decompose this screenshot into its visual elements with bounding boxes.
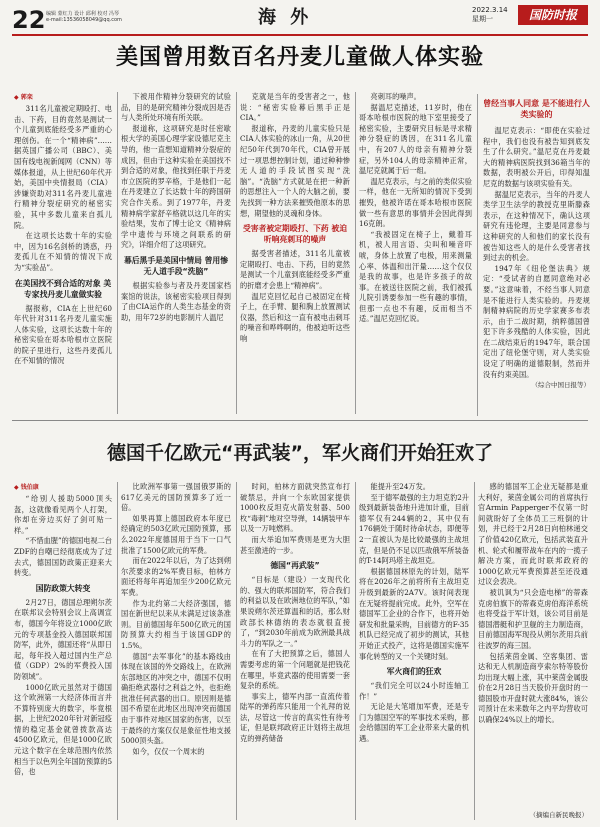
paragraph: 报道称，这项研究是时任密歇根大学的美国心理学家设德尼克主导的，他一直想知道精神分裂症的成因，但由于这种实验在美国找不到合适的对象，他找到任职于丹麦市立医院的罗辛格，于是他们一起在丹麦建立了长达数十年的跨国研究合作关系。到了1977年，丹麦精神病学家舒辛格就以这几年的实验结果，发布了博士论文《精神病学中遗传与环境之间联系的研究》，详细介绍了这项研究。 [121,123,231,250]
column-divider [117,92,118,414]
column-divider [236,92,237,414]
story2-column-1 [14,494,112,820]
column-divider [236,482,237,820]
column-divider [117,482,118,820]
paragraph: 至于德军最强的主力坦克豹2升级到最新装备地升进加计重，目前德军仅有244辆的2，其中仅有176辆处于随时待命状态，即便等2一直被认为是比较最强的主战坦克，但是仍不足以匹敌俄军所装备的T-14阿玛塔主战坦克。 [359,492,469,566]
story2-column-5 [478,482,588,820]
paragraph: 报道称，丹麦的儿童实验只是CIA人体实验的冰山一角，从20世纪50年代到70年代，CIA曾开展过一项思想控制计划，通过种种惨无人道的手段试图实现“洗脑”。“洗脑”方式就是在把一种新的思想注入一个人的大脑之前，要先找到一种方法来摧毁他原本的思想，期望他的灵魂和身体。 [240,123,350,218]
date-text: 2022.3.14 [472,6,508,14]
story1-column-4 [359,92,472,414]
paragraph: “我被固定在椅子上，戴着耳机，被人用言语、尖叫和噪音吓唬，身体上放置了电极，用来测量心率、体温和出汗量……这个仅仅是我的故事，也是许多孩子的故事。在被送往医院之前，我们被孤儿院引诱要参加一些有趣的事情，但那一点也不有趣，反而相当不适。”温尼克回忆说。 [359,229,472,324]
paragraph: 1947年《纽伦堡法典》规定：“受试者的自愿同意绝对必要。”这意味着，不经当事人同意是不能进行人类实验的。丹麦规制精神病院的历史学家赛多布表示，由于二战时期，纳粹德国曾犯下许多残酷的人体实验，因此在二战结束后的1947年，联合国定出了纽伦堡守则，对人类实验设定了明确的道德限制，然而并没有约束美国。 [483,263,590,379]
paragraph: 作为北约第二大经济强国，德国在新世纪以来从未满足过该条准则。目前德国每年500亿欧元的国防预算大约相当于该国GDP的1.5%。 [121,598,231,650]
paragraph: 据温尼克描述，11岁时，他在哥本哈根市医院的地下室里接受了秘密实验，主要研究目标是寻求精神分裂症的诱因，在311名儿童中，有207人的母亲有精神分裂症，另外104人的母亲精神正常，温尼克就属于后一组。 [359,102,472,176]
story1-byline [14,92,33,101]
paragraph: 被讥讽为“只会造电梯”的蒂森克虏伯旗下的蒂森克虏伯海洋系统也将受益于军计划，该公司目前是德国潜艇和护卫舰的主力制造商，目前德国海军现役从朔尔茨用兵前往波罗的海三国。 [478,587,588,650]
column-divider [355,482,356,820]
story2-column-3 [240,482,350,820]
column-divider [474,482,475,820]
story1-subheading-3: 受害者被定期殴打、下药 被迫听响亮刺耳的噪声 [242,224,348,245]
paragraph: 温尼克表示：“即使在实验过程中，我们也没有被告知到底发生了什么研究。”温尼克在丹麦最大的精神病医院找到36箱当年的数据，表明被公开后，印得知温尼克的数据与该项实验有关。 [483,126,590,188]
story1-column-2 [121,92,231,414]
story2-byline [14,482,39,491]
paragraph: 而在2022年以后，为了达到朔尔茨要求的2%军费目标，柏林方面还将每年再追加至少200亿欧元军费。 [121,556,231,597]
paragraph: 下被用作精神分裂研究的试验品，目的是研究精神分裂成因是否与人类所处环境有所关联。 [121,92,231,123]
section-title: 海 外 [258,7,313,28]
story2-headline: 德国千亿欧元“再武装”，军火商们开始狂欢了 [107,442,493,464]
story2-column-4 [359,482,469,820]
paragraph: “目标是（建设）一支现代化的、强大的联邦国防军，符合我们的利益以及在欧洲地位的军队，”如果说朔尔茨还算温和的话，那么财政部长林德纳的表态就很直接了，“到2030年前成为欧洲最具战斗力的军队之一。” [240,575,350,648]
paragraph: 比欧洲军事第一强国俄罗斯的617亿美元的国防预算多了近一倍。 [121,482,231,513]
paragraph: 包括莱茵金属、空客集团、雷达和无人机制造商亨索尔特等股份均出现大幅上涨，其中莱茵金属股价在2月28日当天股价开盘时的一德国股市开盘时就大涨84%，该公司预计在未来数年之内平均营收可以确保24%以上的增长。 [478,651,588,725]
story2-column-2 [121,482,231,820]
byline-icon: ◆ [14,94,21,101]
paragraph: 1000亿欧元虽然对于德国这个欧洲第一大经济体而言并不算特别庞大的数字，毕竟根据，上世纪2020年针对新冠疫情的稳定基金就曾拨款高达4500亿欧元，但是1000亿欧元这个数字在全球范围内依然相当于以色列全年国防预算的5倍，也 [14,682,112,777]
paragraph: 据温尼克表示，当年的丹麦人类学卫生法学的教授克里斯滕森表示，在这种情况下，确认这项研究有违伦理，主要是同意参与这种研究的人和他们的家长没有被告知这些人的是什么受害者找到过去的机会。 [483,189,590,263]
paragraph: 据报称，CIA在上世纪60年代针对311名丹麦儿童实施人体实验，这项长达数十年的秘密实验在哥本哈根市立医院的院子里进行，这些丹麦孤儿在不知情的情况 [14,303,112,366]
page-header [0,0,600,44]
paragraph: 311名儿童被定期殴打、电击、下药，目的竟然是测试一个儿童到底能经受多严重的心理创伤。在一个“精神病”……据英国广播公司（BBC）、美国有线电视新闻网（CNN）等媒体报道，从上世纪60年代开始，美国中央情报局（CIA）涉嫌资助对311名丹麦儿童进行精神分裂症研究的秘密实验，其中多数儿童来自孤儿院。 [14,104,112,230]
story2-subheading-3: 军火商们的狂欢 [386,667,442,677]
paragraph: 温尼克回忆起自己被固定在椅子上，在手臂、腿和胸上放置测试仪器，然后和这一直有被电击刺耳的噪音和哗哗啊的，他被迫听这些响 [240,291,350,343]
story1-subheading-1: 在美国找不到合适的对象 美专家找丹麦儿童做实验 [14,278,112,299]
story1-sidebar [477,94,590,416]
paragraph: 感的德国军工企业无疑都是重大利好，莱茵金属公司的首席执行官Armin Papperger不仅第一时间就盼好了全体员工三班倒的计划，并已经于2月28日向柏林递交了价值420亿欧元，包括武装直升机、轮式和履带战车在内的一揽子解决方案，而此时联邦政府的1000亿欧元军费预算甚至还没通过议会表决。 [478,482,588,587]
story2-byline-name: 钱伯康 [20,484,39,491]
paragraph: “给别人援助5000顶头盔，这就像看见两个人打架，你却在旁边买好了剑可贴一样。” [14,494,112,535]
paragraph: 能提升至24万发。 [370,482,430,491]
sidebar-source-note: （综合中国日报等） [531,381,590,390]
story2-subheading-2: 德国“再武装” [270,561,320,571]
paragraph: 据受害者描述，311名儿童被定期殴打、电击、下药，目的竟然是测试一个儿童到底能经受多严重的折磨才会患上“精神病”。 [240,249,350,290]
header-rule [12,34,588,36]
paragraph: 根据实验参与者及丹麦国家档案馆的说法，该秘密实验项目得到了由CIA运作的人类生态基金的资助，用年72岁的电影制片人温尼 [121,280,231,322]
story1-column-1 [14,104,112,414]
paragraph: 亮刺耳的噪声。 [370,92,421,101]
paragraph: 温尼克表示，与之前的类似实验一样，他在一无所知的情况下受到摧毁，他被许诺在哥本哈根市医院做一些有意思的事情并会因此得到16克朗。 [359,176,472,229]
story1-headline: 美国曾用数百名丹麦儿童做人体实验 [115,45,484,70]
column-divider [355,92,356,414]
paragraph: 根据德国林原先的计划，陆军将在2026年之前将所有主战坦克升级到最新的2A7V。该时间表现在无疑将提前完成。此外，空军在德国军工企业的合作下，也将开始研发和批量采购，目前德方的F-35机队已经完成了初步的测试，其他开始正式投产，这将是德国实施军事化转型的又一个关键时刻。 [359,566,469,661]
newspaper-logo: 国防时报 [518,5,588,25]
paragraph: 而大举追加军费则是更为大胆甚至激进的一步。 [240,534,350,555]
paragraph: 在这项长达数十年的实验中，因为16名剑桥的诱惑，丹麦孤儿在不知情的情况下成为“实验品”。 [14,231,112,272]
page-number: 22 [12,6,46,34]
paragraph: 在有了大把预算之后，德国人需要考虑的第一个问题就是把钱花在哪里，毕竟武器的使用需要一套复杂的系统。 [240,649,350,691]
paragraph: 事实上，德军内部一直流传着陆军的弹药库只能用一个礼拜的说法，尽管这一传言的真实性有待考证，但是联邦政府正计划将主战坦克的弹药储备 [240,691,350,744]
story2-subheading-1: 国防政策大转变 [35,583,91,593]
issue-date [472,6,508,24]
paragraph: 2月27日，德国总理朔尔茨在联邦议会特别会议上高调宣布，德国今年将设立1000亿欧元的专项基金投入德国联邦国防军，此外，德国还将“从即日起，每年投入超过国内生产总值（GDP）2%的军费投入国防领域”。 [14,597,112,681]
paragraph: 无论是大笔增加军费，还是专门为德国空军的军事技术采购，都会给德国的军工企业带来大量的机遇。 [359,702,469,744]
byline-icon: ◆ [14,484,21,491]
paragraph: “不惜血腥”的德国电视二台ZDF的自嘲已经彻底成为了过去式，德国国防政策正迎来大转变。 [14,536,112,578]
paragraph: 克就是当年的受害者之一，他说：“秘密实验幕后黑手正是CIA。” [240,92,350,123]
paragraph: 如果再算上德国政府本年度已经确定的503亿欧元国防预算，那么2022年度德国用于当下一口气批准了1500亿欧元的军费。 [121,513,231,555]
story1-byline-name: 郭栾 [20,94,33,101]
editor-credits: 编辑 蒙红力 设计 邱利 校对 冯琴 [46,11,119,17]
paragraph: 德国“去军事化”的基本路线由体现在该国的外交路线上，在欧洲东部地区的冲突之中，德国不仅明确拒绝武器付之利益之外，也拒绝批准任何武器的出口。原因则是德国不希望在此地区出现冲突而德国由于事件对地区国家的伤害，以至于最终的方案仅仅是象征性地支援5000顶头盔。 [121,651,231,746]
paragraph: 时间，柏林方面就突然宣布打破禁忌，并向一个东欧国家提供1000枚反坦克火箭发射器、500枚“毒刺”地对空导弹，14辆装甲车以及一万吨燃料。 [240,482,350,534]
story1-column-3 [240,92,350,414]
paragraph: 如今，仅仅一个周末的 [132,746,205,756]
contact-email: e-mail:13536058049@qq.com [46,17,122,23]
paragraph: “我们完全可以24小时连轴工作！” [359,681,469,701]
sidebar-title: 曾经当事人同意 是不能进行人类实验的 [483,99,590,119]
story-separator [12,420,588,421]
weekday-text: 星期一 [472,15,493,23]
story1-subheading-2: 幕后黑手是美国中情局 曾用惨无人道手段“洗脑” [123,255,229,276]
story2-source-note: （摘编自新民晚报） [529,811,588,819]
